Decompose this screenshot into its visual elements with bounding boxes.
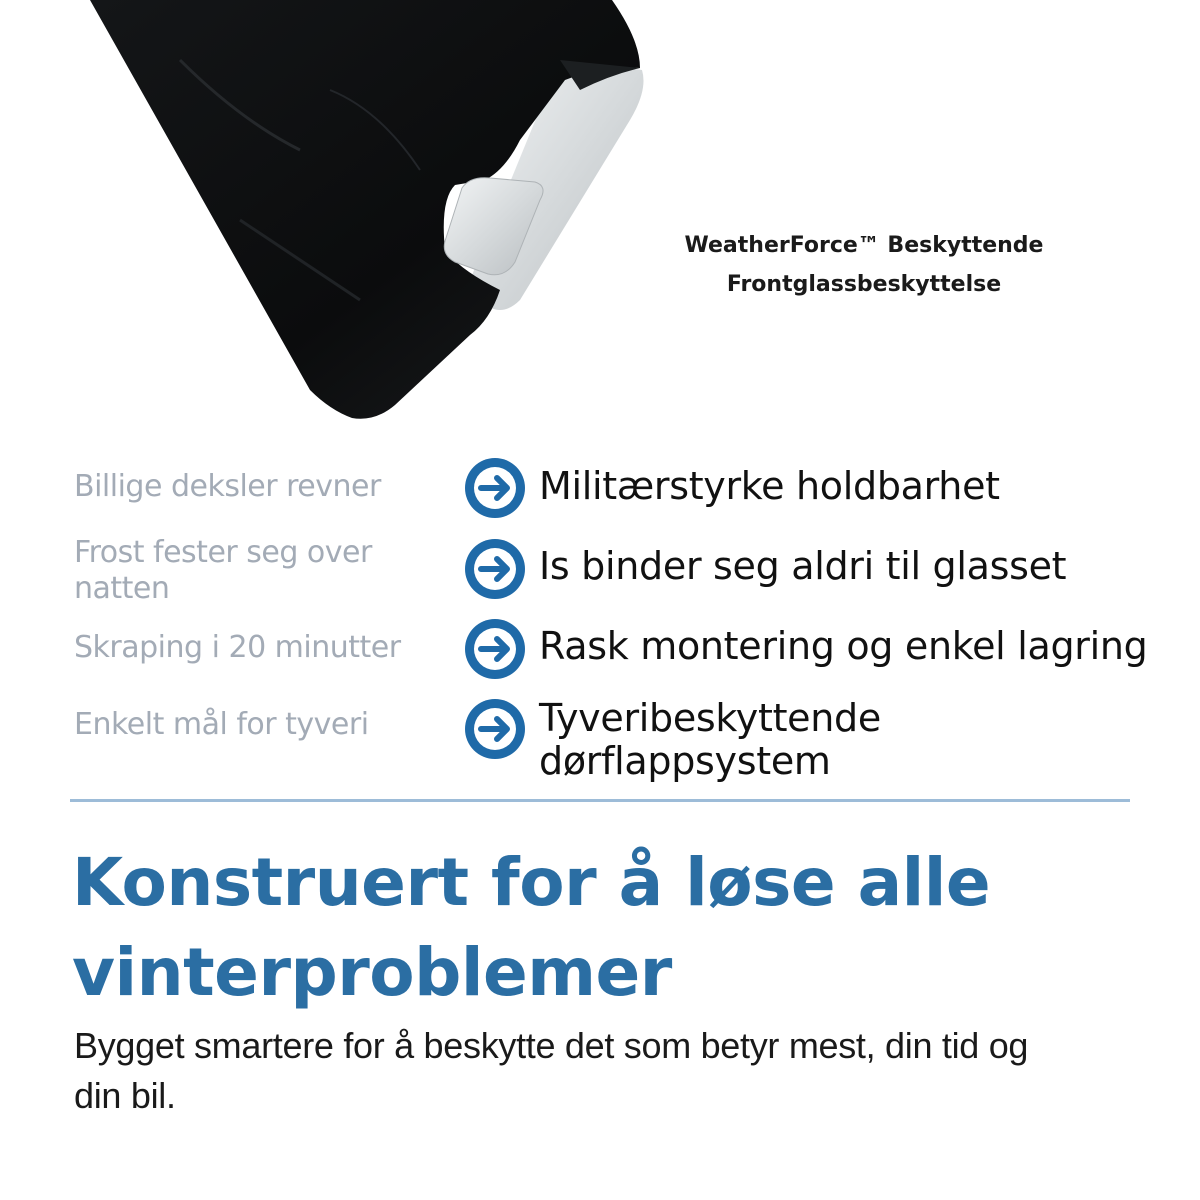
solution-text: Militærstyrke holdbarhet: [539, 464, 1000, 508]
windshield-cover-image: [0, 0, 660, 430]
product-title: [664, 226, 1064, 304]
problem-text: Frost fester seg over natten: [74, 535, 372, 606]
problem-text: Billige deksler revner: [74, 469, 381, 504]
solution-text: Tyveribeskyttende dørflappsystem: [539, 696, 881, 783]
arrow-right-circle-icon: [464, 698, 526, 760]
arrow-right-circle-icon: [464, 457, 526, 519]
section-divider: [70, 799, 1130, 802]
problem-text: Enkelt mål for tyveri: [74, 707, 369, 742]
product-title-line-1: WeatherForce™ Beskyttende: [684, 233, 1044, 258]
subtext: Bygget smartere for å beskytte det som betyr mest, din tid og din bil.: [74, 1025, 1029, 1116]
headline: Konstruert for å løse alle vinterproblemer: [72, 844, 991, 1011]
arrow-right-circle-icon: [464, 618, 526, 680]
arrow-right-circle-icon: [464, 538, 526, 600]
solution-text: Is binder seg aldri til glasset: [539, 544, 1067, 588]
problem-text: Skraping i 20 minutter: [74, 630, 401, 665]
solution-text: Rask montering og enkel lagring: [539, 624, 1148, 668]
product-title-line-2: Frontglassbeskyttelse: [726, 272, 1002, 297]
